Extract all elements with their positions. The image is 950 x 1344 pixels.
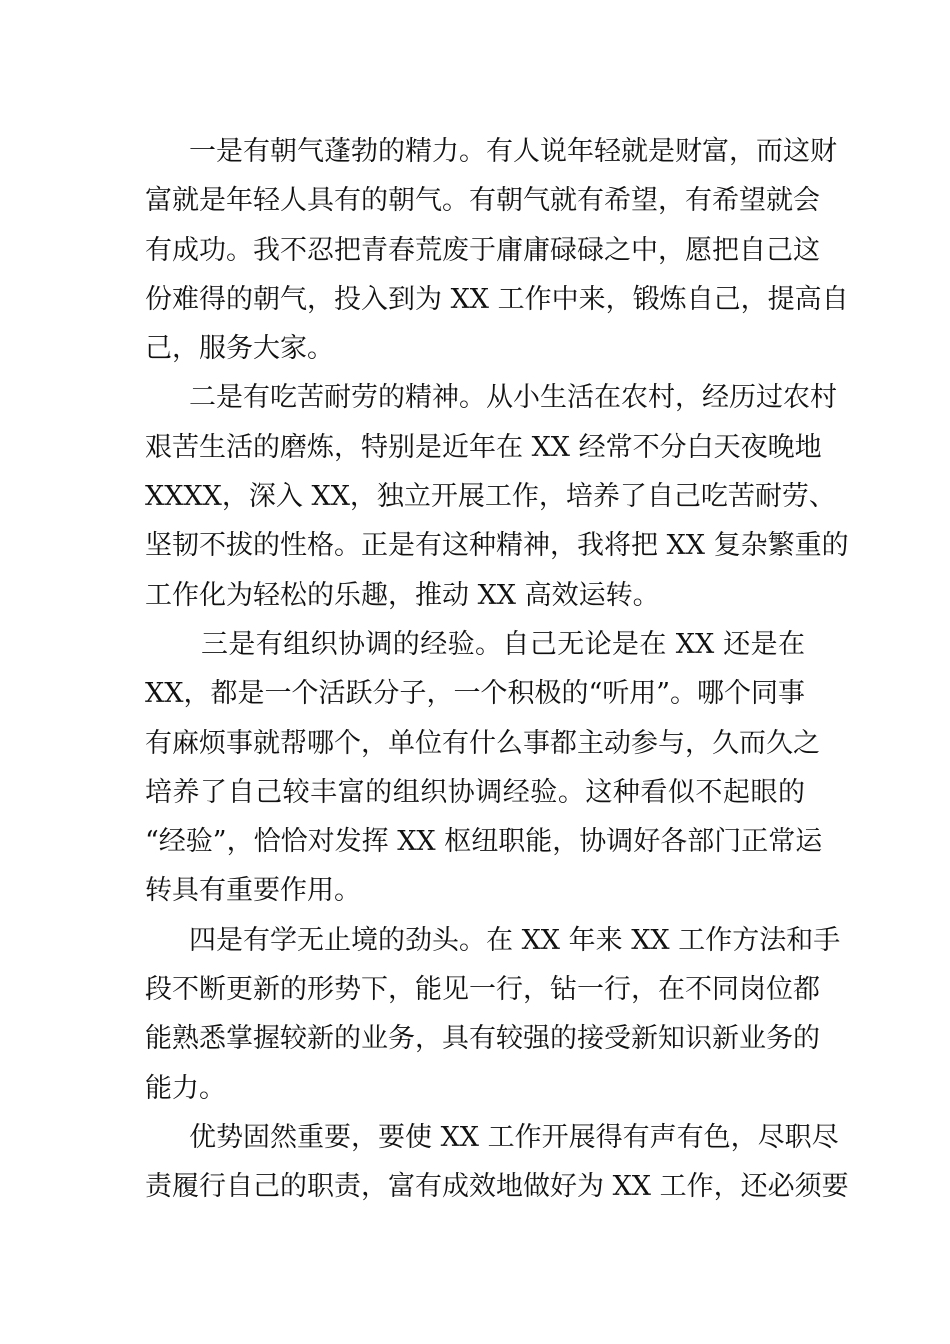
paragraph-5: [145, 1113, 849, 1212]
text-line: 培养了自己较丰富的组织协调经验。这种看似不起眼的: [145, 776, 805, 808]
paragraph-1: [145, 127, 849, 373]
text-line: 二是有吃苦耐劳的精神。从小生活在农村，经历过农村: [189, 382, 837, 414]
text-line: “经验”，恰恰对发挥 XX 枢纽职能，协调好各部门正常运: [145, 826, 823, 858]
text-line: 能力。: [145, 1072, 226, 1104]
text-line: 有麻烦事就帮哪个，单位有什么事都主动参与，久而久之: [145, 727, 820, 759]
text-line: 段不断更新的形势下，能见一行，钻一行，在不同岗位都: [145, 974, 820, 1006]
body-text: [145, 127, 849, 1212]
paragraph-4: [145, 916, 841, 1113]
text-line: 一是有朝气蓬勃的精力。有人说年轻就是财富，而这财: [189, 136, 837, 167]
text-line: 富就是年轻人具有的朝气。有朝气就有希望，有希望就会: [145, 185, 820, 217]
text-line: 工作化为轻松的乐趣，推动 XX 高效运转。: [145, 579, 660, 611]
paragraph-3: [145, 620, 823, 916]
text-line: 四是有学无止境的劲头。在 XX 年来 XX 工作方法和手: [189, 924, 841, 956]
text-line: 能熟悉掌握较新的业务，具有较强的接受新知识新业务的: [145, 1023, 820, 1055]
text-line: XX，都是一个活跃分子，一个积极的“听用”。哪个同事: [145, 678, 806, 710]
text-line: 己，服务大家。: [145, 333, 334, 365]
text-line: 艰苦生活的磨炼，特别是近年在 XX 经常不分白天夜晚地: [145, 431, 822, 463]
text-line: 优势固然重要，要使 XX 工作开展得有声有色，尽职尽: [189, 1121, 839, 1153]
paragraph-2: [145, 373, 849, 619]
text-line: 责履行自己的职责，富有成效地做好为 XX 工作，还必须要: [145, 1171, 849, 1203]
text-line: 三是有组织协调的经验。自己无论是在 XX 还是在: [201, 628, 805, 660]
text-line: 坚韧不拔的性格。正是有这种精神，我将把 XX 复杂繁重的: [145, 530, 849, 562]
text-line: 有成功。我不忍把青春荒废于庸庸碌碌之中，愿把自己这: [145, 234, 820, 266]
text-line: XXXX，深入 XX，独立开展工作，培养了自己吃苦耐劳、: [145, 481, 836, 513]
text-line: 份难得的朝气，投入到为 XX 工作中来，锻炼自己，提高自: [145, 283, 849, 315]
text-line: 转具有重要作用。: [145, 875, 361, 907]
